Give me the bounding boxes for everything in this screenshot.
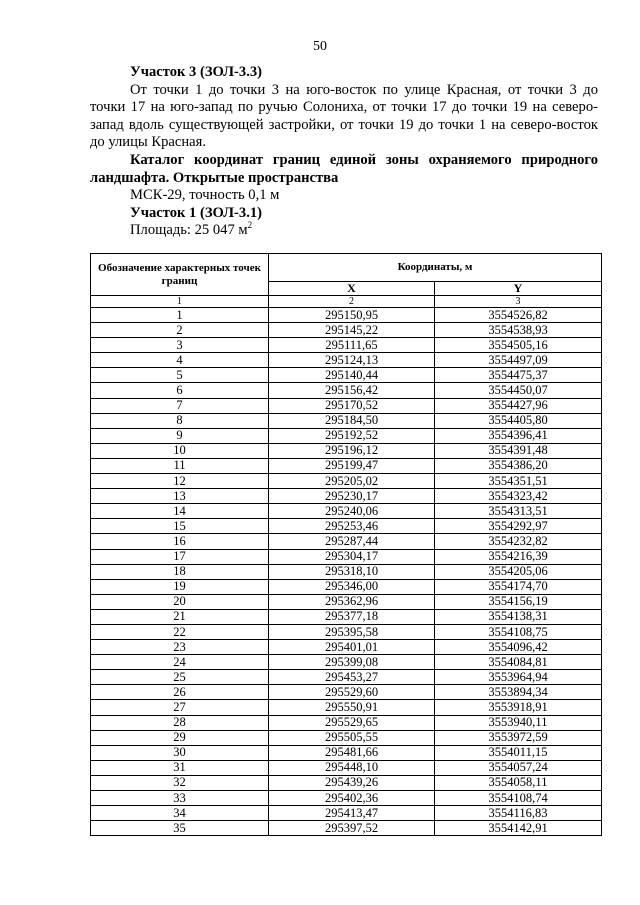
table-row bbox=[91, 624, 602, 639]
table-row bbox=[91, 338, 602, 353]
x-coordinate-cell: 295397,52 bbox=[269, 821, 435, 836]
x-coordinate-cell: 295505,55 bbox=[269, 730, 435, 745]
table-row bbox=[91, 474, 602, 489]
y-coordinate-cell: 3554138,31 bbox=[435, 609, 602, 624]
x-coordinate-cell: 295156,42 bbox=[269, 383, 435, 398]
table-row bbox=[91, 775, 602, 790]
y-coordinate-cell: 3554142,91 bbox=[435, 821, 602, 836]
y-coordinate-cell: 3554386,20 bbox=[435, 458, 602, 473]
point-number-cell: 3 bbox=[91, 338, 269, 353]
y-coordinate-cell: 3554156,19 bbox=[435, 594, 602, 609]
area-label: Площадь: 25 047 м bbox=[130, 222, 248, 239]
table-row bbox=[91, 458, 602, 473]
y-coordinate-cell: 3553918,91 bbox=[435, 700, 602, 715]
table-row bbox=[91, 579, 602, 594]
document-text bbox=[90, 64, 598, 240]
point-number-cell: 35 bbox=[91, 821, 269, 836]
x-coordinate-cell: 295550,91 bbox=[269, 700, 435, 715]
x-coordinate-cell: 295205,02 bbox=[269, 474, 435, 489]
table-row bbox=[91, 443, 602, 458]
y-coordinate-cell: 3554505,16 bbox=[435, 338, 602, 353]
point-number-cell: 4 bbox=[91, 353, 269, 368]
table-row bbox=[91, 791, 602, 806]
x-coordinate-cell: 295150,95 bbox=[269, 308, 435, 323]
y-coordinate-cell: 3554058,11 bbox=[435, 775, 602, 790]
point-number-cell: 22 bbox=[91, 624, 269, 639]
area-unit-superscript: 2 bbox=[247, 220, 253, 231]
y-coordinate-cell: 3554011,15 bbox=[435, 745, 602, 760]
point-number-cell: 5 bbox=[91, 368, 269, 383]
y-coordinate-cell: 3553972,59 bbox=[435, 730, 602, 745]
table-row bbox=[91, 323, 602, 338]
x-coordinate-cell: 295287,44 bbox=[269, 534, 435, 549]
y-coordinate-cell: 3554108,74 bbox=[435, 791, 602, 806]
x-coordinate-cell: 295448,10 bbox=[269, 760, 435, 775]
column-number: 1 bbox=[91, 296, 269, 308]
column-number: 3 bbox=[435, 296, 602, 308]
x-coordinate-cell: 295124,13 bbox=[269, 353, 435, 368]
y-coordinate-cell: 3554475,37 bbox=[435, 368, 602, 383]
x-coordinate-cell: 295346,00 bbox=[269, 579, 435, 594]
point-number-cell: 15 bbox=[91, 519, 269, 534]
table-row bbox=[91, 670, 602, 685]
section-3-heading: Участок 3 (ЗОЛ-3.3) bbox=[130, 64, 263, 80]
point-number-cell: 20 bbox=[91, 594, 269, 609]
point-number-cell: 1 bbox=[91, 308, 269, 323]
x-coordinate-cell: 295192,52 bbox=[269, 428, 435, 443]
point-number-cell: 31 bbox=[91, 760, 269, 775]
x-coordinate-cell: 295253,46 bbox=[269, 519, 435, 534]
x-coordinate-cell: 295240,06 bbox=[269, 504, 435, 519]
x-coordinate-cell: 295529,65 bbox=[269, 715, 435, 730]
table-body bbox=[91, 308, 602, 836]
x-coordinate-cell: 295184,50 bbox=[269, 413, 435, 428]
table-row bbox=[91, 504, 602, 519]
table-row bbox=[91, 353, 602, 368]
table-row bbox=[91, 655, 602, 670]
table-row bbox=[91, 745, 602, 760]
point-number-cell: 25 bbox=[91, 670, 269, 685]
table-row bbox=[91, 368, 602, 383]
point-number-cell: 34 bbox=[91, 806, 269, 821]
coordinates-table bbox=[90, 253, 602, 836]
table-row bbox=[91, 383, 602, 398]
y-coordinate-cell: 3553894,34 bbox=[435, 685, 602, 700]
point-number-cell: 21 bbox=[91, 609, 269, 624]
y-coordinate-cell: 3554313,51 bbox=[435, 504, 602, 519]
table-row bbox=[91, 640, 602, 655]
point-number-cell: 13 bbox=[91, 489, 269, 504]
table-row bbox=[91, 308, 602, 323]
point-number-cell: 16 bbox=[91, 534, 269, 549]
column-number: 2 bbox=[269, 296, 435, 308]
point-number-cell: 17 bbox=[91, 549, 269, 564]
point-number-cell: 14 bbox=[91, 504, 269, 519]
y-coordinate-cell: 3554427,96 bbox=[435, 398, 602, 413]
table-row bbox=[91, 594, 602, 609]
point-number-cell: 29 bbox=[91, 730, 269, 745]
y-coordinate-cell: 3554116,83 bbox=[435, 806, 602, 821]
point-number-cell: 30 bbox=[91, 745, 269, 760]
x-coordinate-cell: 295481,66 bbox=[269, 745, 435, 760]
table-row bbox=[91, 715, 602, 730]
y-coordinate-cell: 3554096,42 bbox=[435, 640, 602, 655]
x-coordinate-cell: 295199,47 bbox=[269, 458, 435, 473]
y-coordinate-cell: 3554323,42 bbox=[435, 489, 602, 504]
point-number-cell: 6 bbox=[91, 383, 269, 398]
y-coordinate-cell: 3554526,82 bbox=[435, 308, 602, 323]
table-header bbox=[91, 254, 602, 308]
catalog-title: Каталог координат границ единой зоны охраняемого природного ландшафта. Открытые пространства bbox=[90, 151, 598, 186]
table-row bbox=[91, 760, 602, 775]
x-coordinate-cell: 295170,52 bbox=[269, 398, 435, 413]
x-coordinate-cell: 295399,08 bbox=[269, 655, 435, 670]
y-coordinate-cell: 3554351,51 bbox=[435, 474, 602, 489]
x-coordinate-cell: 295377,18 bbox=[269, 609, 435, 624]
y-coordinate-cell: 3554405,80 bbox=[435, 413, 602, 428]
table-row bbox=[91, 821, 602, 836]
y-coordinate-cell: 3554216,39 bbox=[435, 549, 602, 564]
y-coordinate-cell: 3554292,97 bbox=[435, 519, 602, 534]
y-coordinate-cell: 3554057,24 bbox=[435, 760, 602, 775]
x-coordinate-cell: 295395,58 bbox=[269, 624, 435, 639]
table-row bbox=[91, 564, 602, 579]
table-row bbox=[91, 534, 602, 549]
point-number-cell: 18 bbox=[91, 564, 269, 579]
section-1-heading: Участок 1 (ЗОЛ-3.1) bbox=[130, 204, 263, 221]
point-number-cell: 23 bbox=[91, 640, 269, 655]
x-coordinate-cell: 295230,17 bbox=[269, 489, 435, 504]
table-row bbox=[91, 413, 602, 428]
table-row bbox=[91, 549, 602, 564]
x-coordinate-cell: 295362,96 bbox=[269, 594, 435, 609]
x-coordinate-cell: 295196,12 bbox=[269, 443, 435, 458]
coordinate-system: МСК-29, точность 0,1 м bbox=[130, 187, 280, 204]
table-row bbox=[91, 730, 602, 745]
y-coordinate-cell: 3554232,82 bbox=[435, 534, 602, 549]
x-coordinate-cell: 295453,27 bbox=[269, 670, 435, 685]
x-coordinate-cell: 295413,47 bbox=[269, 806, 435, 821]
table-row bbox=[91, 519, 602, 534]
point-number-cell: 26 bbox=[91, 685, 269, 700]
section-3-description: От точки 1 до точки 3 на юго-восток по улице Красная, от точки 3 до точки 17 на юго-запад по ручью Солониха, от точки 17 до точки 19 на северо-запад вдоль существующей застройки, от точки 19 до точки 1 на северо-восток до улицы Красная. bbox=[90, 81, 598, 151]
y-coordinate-cell: 3554391,48 bbox=[435, 443, 602, 458]
y-coordinate-cell: 3553964,94 bbox=[435, 670, 602, 685]
y-coordinate-cell: 3554450,07 bbox=[435, 383, 602, 398]
table-row bbox=[91, 428, 602, 443]
point-number-cell: 28 bbox=[91, 715, 269, 730]
header-x: X bbox=[269, 282, 435, 296]
x-coordinate-cell: 295111,65 bbox=[269, 338, 435, 353]
point-number-cell: 7 bbox=[91, 398, 269, 413]
point-number-cell: 12 bbox=[91, 474, 269, 489]
point-number-cell: 32 bbox=[91, 775, 269, 790]
table-row bbox=[91, 685, 602, 700]
x-coordinate-cell: 295304,17 bbox=[269, 549, 435, 564]
point-number-cell: 2 bbox=[91, 323, 269, 338]
x-coordinate-cell: 295529,60 bbox=[269, 685, 435, 700]
x-coordinate-cell: 295439,26 bbox=[269, 775, 435, 790]
point-number-cell: 33 bbox=[91, 791, 269, 806]
point-number-cell: 19 bbox=[91, 579, 269, 594]
x-coordinate-cell: 295402,36 bbox=[269, 791, 435, 806]
x-coordinate-cell: 295401,01 bbox=[269, 640, 435, 655]
column-number-row bbox=[91, 296, 602, 308]
y-coordinate-cell: 3554538,93 bbox=[435, 323, 602, 338]
point-number-cell: 24 bbox=[91, 655, 269, 670]
header-y: Y bbox=[435, 282, 602, 296]
point-number-cell: 10 bbox=[91, 443, 269, 458]
x-coordinate-cell: 295318,10 bbox=[269, 564, 435, 579]
header-point-designation: Обозначение характерных точек границ bbox=[91, 254, 269, 296]
header-coordinates: Координаты, м bbox=[269, 254, 602, 282]
point-number-cell: 9 bbox=[91, 428, 269, 443]
table-row bbox=[91, 398, 602, 413]
x-coordinate-cell: 295140,44 bbox=[269, 368, 435, 383]
table-row bbox=[91, 806, 602, 821]
y-coordinate-cell: 3554174,70 bbox=[435, 579, 602, 594]
area-line bbox=[90, 222, 598, 240]
x-coordinate-cell: 295145,22 bbox=[269, 323, 435, 338]
y-coordinate-cell: 3554108,75 bbox=[435, 624, 602, 639]
point-number-cell: 27 bbox=[91, 700, 269, 715]
point-number-cell: 11 bbox=[91, 458, 269, 473]
table-row bbox=[91, 489, 602, 504]
y-coordinate-cell: 3554497,09 bbox=[435, 353, 602, 368]
y-coordinate-cell: 3553940,11 bbox=[435, 715, 602, 730]
page-number: 50 bbox=[313, 39, 327, 54]
table-row bbox=[91, 700, 602, 715]
y-coordinate-cell: 3554205,06 bbox=[435, 564, 602, 579]
point-number-cell: 8 bbox=[91, 413, 269, 428]
table-row bbox=[91, 609, 602, 624]
y-coordinate-cell: 3554084,81 bbox=[435, 655, 602, 670]
y-coordinate-cell: 3554396,41 bbox=[435, 428, 602, 443]
